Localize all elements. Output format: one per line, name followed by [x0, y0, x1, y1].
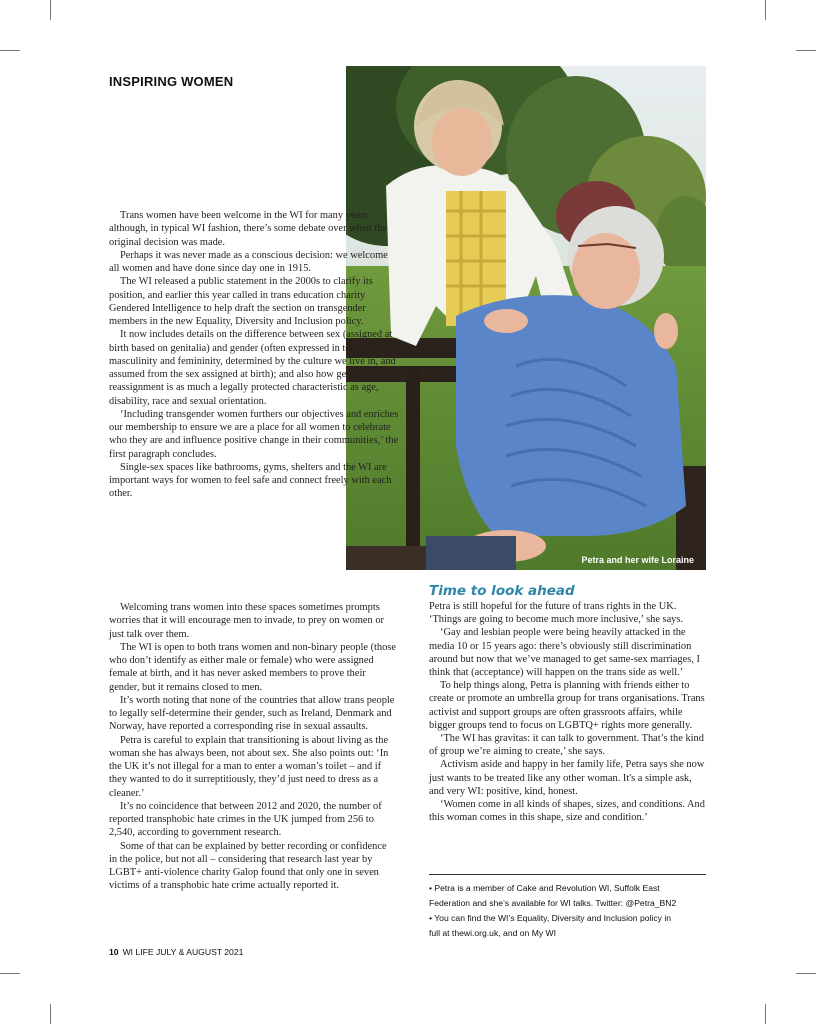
info-notes	[429, 881, 709, 941]
crop-mark	[765, 1004, 766, 1024]
article-photo	[346, 66, 706, 570]
left-lower-column	[109, 601, 397, 893]
note-line: • Petra is a member of Cake and Revolution WI, Suffolk East	[429, 883, 660, 893]
page-number: 10	[109, 947, 119, 957]
crop-mark	[0, 973, 20, 974]
paragraph: Petra is still hopeful for the future of trans rights in the UK. ‘Things are going to become much more inclusive,’ she says.	[429, 601, 684, 626]
paragraph: It now includes details on the difference between sex (assigned at birth based on genitalia) and gender (often expressed in terms of masculinity and femininity, determined by the culture we live in, and assumed from the sex assigned at birth); and also how gender reassignment is as much a legally protected characteristic as age, disability, race and sexual orientation.	[109, 329, 396, 407]
note-line: full at thewi.org.uk, and on My WI	[429, 928, 557, 939]
crop-mark	[796, 973, 816, 974]
note-line: • You can find the WI’s Equality, Diversity and Inclusion policy in	[429, 913, 672, 924]
publication-name: WI LIFE JULY & AUGUST 2021	[122, 947, 244, 957]
paragraph: Some of that can be explained by better recording or confidence in the police, but not all – considering that research last year by LGBT+ anti-violence charity Galop found that only one in seven victims of a transphobic hate crime actually reported it.	[109, 840, 387, 892]
photo-illustration	[346, 66, 706, 570]
paragraph: ‘Women come in all kinds of shapes, sizes, and conditions. And this woman comes in this shape, size and condition.’	[429, 799, 705, 824]
left-column	[109, 209, 399, 501]
page-footer	[109, 947, 243, 957]
paragraph: ‘The WI has gravitas: it can talk to government. That’s the kind of group we’re aiming to create,’ she says.	[429, 733, 704, 758]
section-heading: INSPIRING WOMEN	[109, 74, 234, 89]
paragraph: Single-sex spaces like bathrooms, gyms, shelters and the WI are important ways for women to feel safe and connect freely with each other.	[109, 461, 392, 500]
crop-mark	[50, 1004, 51, 1024]
paragraph: It’s worth noting that none of the countries that allow trans people to legally self-determine their gender, such as Ireland, Denmark and Norway, have reported a corresponding rise in sexual assaults.	[109, 694, 395, 733]
crop-mark	[50, 0, 51, 20]
paragraph: The WI is open to both trans women and non-binary people (those who don’t identify as either male or female) who were assigned female at birth, and it has never asked members to prove their gender, but it remains closed to men.	[109, 641, 396, 693]
photo-caption: Petra and her wife Loraine	[581, 555, 694, 565]
note-line: Federation and she’s available for WI talks. Twitter: @Petra_BN2	[429, 898, 677, 909]
paragraph: Perhaps it was never made as a conscious decision: we welcome all women and have done since day one in 1915.	[109, 249, 388, 274]
paragraph: Trans women have been welcome in the WI for many years although, in typical WI fashion, there’s some debate over when the original decision was made.	[109, 210, 387, 248]
paragraph: The WI released a public statement in the 2000s to clarify its position, and earlier this year called in trans education charity Gendered Intelligence to help draft the section on transgender members in the new Equality, Diversity and Inclusion policy.	[109, 276, 373, 327]
notes-divider	[429, 874, 706, 875]
crop-mark	[0, 50, 20, 51]
paragraph: ‘Including transgender women furthers our objectives and enriches our membership to ensure we are a place for all women to celebrate who they are and influence positive change in their communities,’ the first paragraph concludes.	[109, 408, 399, 460]
right-column	[429, 600, 707, 824]
paragraph: It’s no coincidence that between 2012 and 2020, the number of reported transphobic hate crimes in the UK jumped from 256 to 2,540, according to government research.	[109, 800, 382, 839]
subheading: Time to look ahead	[429, 583, 575, 599]
paragraph: Petra is careful to explain that transitioning is about living as the woman she has always been, not about sex. She also points out: ‘In the UK it’s not illegal for a man to enter a woman’s toilet – and if they wanted to do it surreptitiously, they’d just need to dress as a cleaner.’	[109, 734, 389, 799]
paragraph: Welcoming trans women into these spaces sometimes prompts worries that it will encourage men to invade, to prey on women or just talk over them.	[109, 602, 384, 640]
paragraph: Activism aside and happy in her family life, Petra says she now just wants to be treated like any other woman. It's a simple ask, and very WI: positive, kind, honest.	[429, 759, 705, 797]
crop-mark	[765, 0, 766, 20]
crop-mark	[796, 50, 816, 51]
paragraph: ‘Gay and lesbian people were being heavily attacked in the media 10 or 15 years ago: there’s obviously still discrimination around but now that we’ve managed to get same-sex marriages, I think that (acceptance) will happen on the trans side as well.’	[429, 627, 700, 679]
paragraph: To help things along, Petra is planning with friends either to create or promote an umbrella group for trans organisations. Trans activist and support groups are often grassroots affairs, while bigger groups tend to focus on LGBTQ+ rights more generally.	[429, 680, 705, 731]
